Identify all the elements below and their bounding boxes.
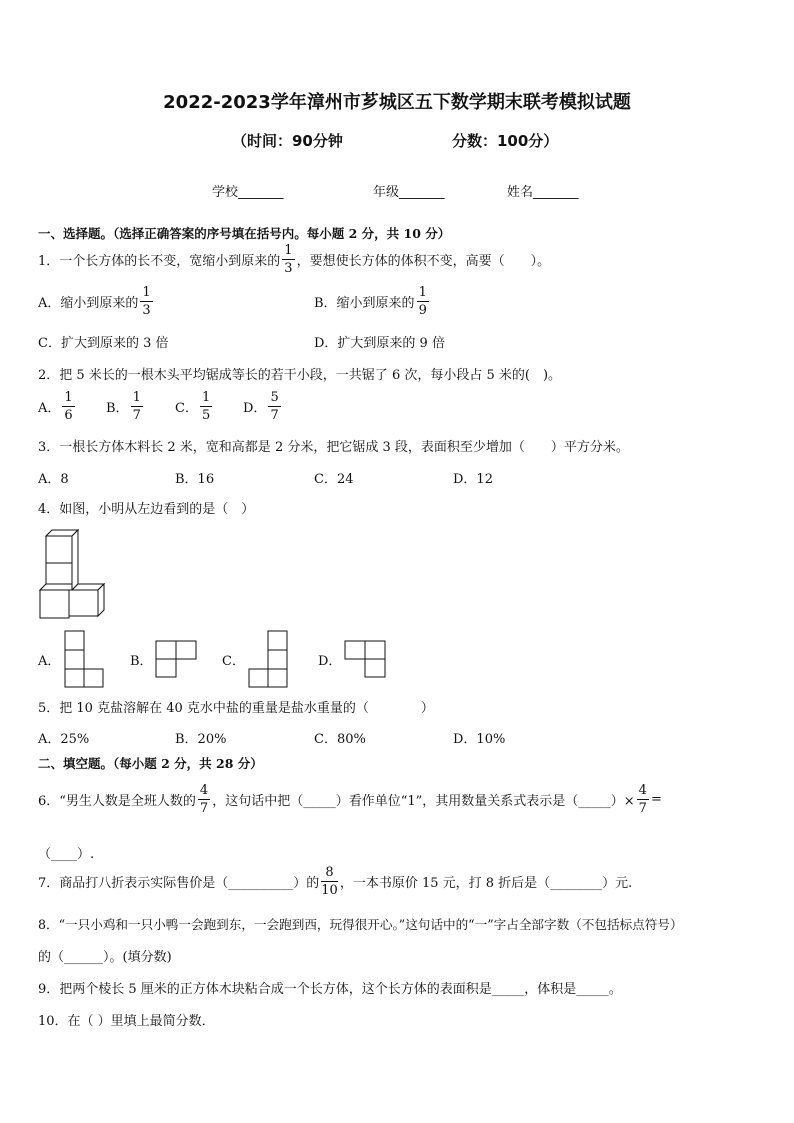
q3-option-d: D．12 — [453, 472, 493, 487]
q1-fraction: $\frac{1}{3}$ — [284, 243, 293, 276]
question-8-line1: 8．“一只小鸡和一只小鸭一会跑到东，一会跑到西，玩得很开心。”这句话中的“一”字占全部字数（不包括标点符号） — [38, 917, 683, 932]
question-4: 4．如图，小明从左边看到的是（ ） — [38, 502, 255, 517]
view-option-c-icon — [248, 630, 288, 688]
question-8-line2: 的（______）。(填分数) — [38, 950, 172, 965]
name-field: 姓名_______ — [507, 185, 579, 200]
question-5: 5．把 10 克盐溶解在 40 克水中盐的重量是盐水重量的（ ） — [38, 701, 434, 716]
q1-text-post: ，要想使长方体的体积不变，高要（ ）。 — [296, 254, 551, 269]
question-2: 2．把 5 米长的一根木头平均锯成等长的若干小段，一共锯了 6 次，每小段占 5 米的( )。 — [38, 368, 562, 383]
question-7: 7．商品打八折表示实际售价是（__________）的 $\frac{8}{10}$ ，一本书原价 15 元，打 8 折后是（________）元. — [38, 865, 633, 898]
q5-option-b: B．20% — [175, 732, 227, 747]
view-option-a-icon — [64, 630, 104, 688]
q1-option-a: A．缩小到原来的 $\frac{1}{3}$ — [38, 285, 151, 318]
cube-stack-figure-icon — [38, 528, 110, 624]
exam-time: （时间：90分钟 — [232, 132, 343, 150]
q3-option-a: A．8 — [38, 472, 69, 487]
q1-text-pre: 1．一个长方体的长不变，宽缩小到原来的 — [38, 254, 281, 269]
school-field: 学校_______ — [212, 185, 284, 200]
question-10: 10．在（ ）里填上最简分数． — [38, 1014, 215, 1029]
section-heading-fill: 二、填空题。（每小题 2 分，共 28 分） — [38, 756, 263, 771]
q5-option-c: C．80% — [314, 732, 366, 747]
question-1 — [38, 244, 550, 275]
q4-option-c-label: C． — [222, 654, 245, 669]
question-3: 3．一根长方体木料长 2 米，宽和高都是 2 分米，把它锯成 3 段，表面积至少增加（ ）平方分米。 — [38, 440, 629, 455]
q4-option-a-label: A． — [38, 654, 61, 669]
q4-option-d-label: D． — [318, 654, 342, 669]
view-option-d-icon — [344, 640, 386, 678]
q2-option-b: B． $\frac{1}{7}$ — [106, 390, 141, 423]
q2-option-a: A． $\frac{1}{6}$ — [38, 390, 73, 423]
q1-option-c: C．扩大到原来的 3 倍 — [38, 336, 169, 351]
q2-option-c: C． $\frac{1}{5}$ — [175, 390, 211, 423]
q5-option-a: A．25% — [38, 732, 90, 747]
q1-option-d: D．扩大到原来的 9 倍 — [314, 336, 445, 351]
grade-field: 年级_______ — [373, 185, 445, 200]
q4-option-b-label: B． — [130, 654, 153, 669]
question-6-line2: （____）. — [38, 847, 95, 862]
q2-option-d: D． $\frac{5}{7}$ — [243, 390, 279, 423]
q3-option-c: C．24 — [314, 472, 354, 487]
question-9: 9．把两个棱长 5 厘米的正方体木块粘合成一个长方体，这个长方体的表面积是_____，体积是_____。 — [38, 982, 622, 997]
q3-option-b: B．16 — [175, 472, 215, 487]
exam-score: 分数：100分） — [452, 132, 559, 150]
view-option-b-icon — [155, 640, 197, 678]
page-title: 2022-2023学年漳州市芗城区五下数学期末联考模拟试题 — [163, 92, 631, 113]
question-6: 6．“男生人数是全班人数的 $\frac{4}{7}$ ，这句话中把（_____）看作单位“1”，其用数量关系式表示是（_____）× $\frac{4}{7}$ = — [38, 783, 662, 816]
q1-option-b: B．缩小到原来的 $\frac{1}{9}$ — [314, 285, 427, 318]
section-heading-choice: 一、选择题。（选择正确答案的序号填在括号内。每小题 2 分，共 10 分） — [38, 226, 451, 241]
q5-option-d: D．10% — [453, 732, 506, 747]
